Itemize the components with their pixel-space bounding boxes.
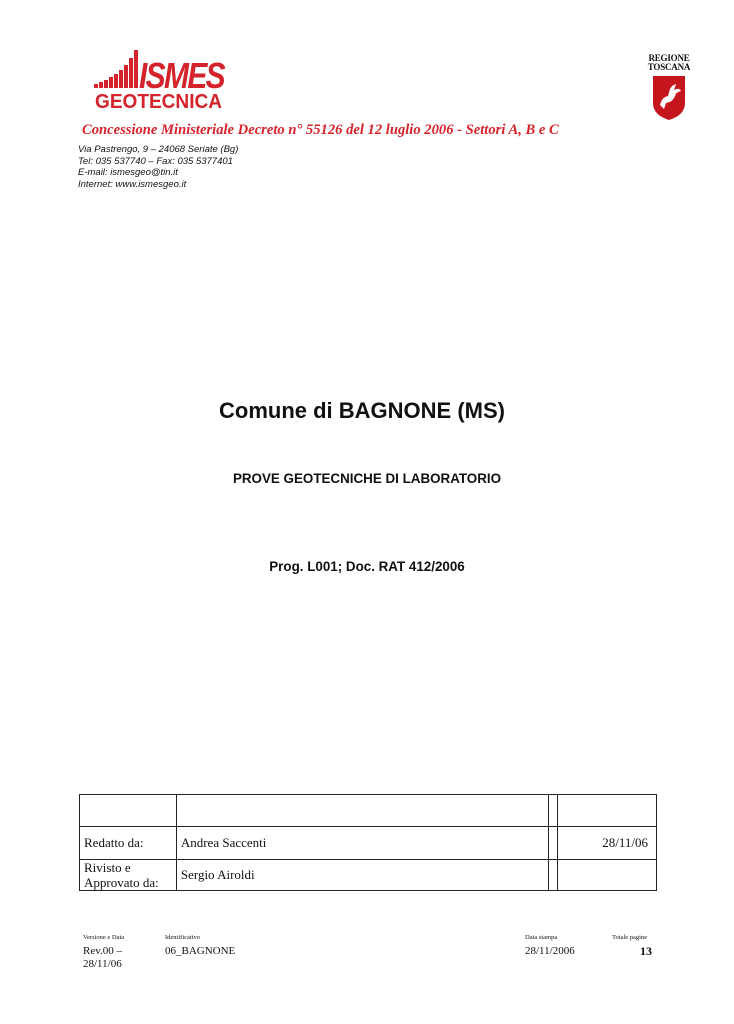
document-subtitle: PROVE GEOTECNICHE DI LABORATORIO — [232, 471, 502, 486]
approvato-label: Rivisto e Approvato da: — [80, 860, 177, 891]
table-cell — [549, 795, 558, 827]
redatto-name: Andrea Saccenti — [176, 827, 549, 860]
table-cell — [176, 795, 549, 827]
document-reference: Prog. L001; Doc. RAT 412/2006 — [269, 559, 465, 574]
footer-version-label: Versione e Data — [83, 934, 125, 941]
table-row — [80, 827, 657, 860]
revision-table — [79, 794, 657, 891]
ismes-geotecnica-logo — [94, 45, 224, 113]
contact-phone: Tel: 035 537740 – Fax: 035 5377401 — [78, 155, 233, 167]
table-cell — [549, 827, 558, 860]
footer-print-label: Data stampa — [525, 934, 558, 941]
table-cell — [549, 860, 558, 891]
contact-website: Internet: www.ismesgeo.it — [78, 178, 187, 190]
approvato-date — [558, 860, 657, 891]
concession-line: Concessione Ministeriale Decreto n° 55126 del 12 luglio 2006 - Settori A, B e C — [82, 122, 559, 138]
table-cell — [80, 795, 177, 827]
logo-wordmark: ISMES — [139, 55, 226, 96]
table-cell — [558, 795, 657, 827]
logo-subtitle: GEOTECNICA — [95, 91, 222, 113]
pegasus-shield-icon — [652, 75, 686, 121]
redatto-label: Redatto da: — [80, 827, 177, 860]
approvato-name: Sergio Airoldi — [176, 860, 549, 891]
footer-print-value: 28/11/2006 — [525, 945, 575, 957]
contact-email: E-mail: ismesgeo@tin.it — [78, 167, 178, 178]
redatto-date: 28/11/06 — [558, 827, 657, 860]
regione-toscana-logo — [644, 54, 694, 126]
table-row — [80, 860, 657, 891]
footer-id-value: 06_BAGNONE — [165, 945, 236, 957]
footer-version-value: Rev.00 – 28/11/06 — [83, 945, 123, 970]
contact-address: Via Pastrengo, 9 – 24068 Seriate (Bg) — [78, 144, 239, 155]
footer-pages-value: 13 — [640, 944, 652, 958]
region-line1: REGIONE — [648, 53, 690, 63]
page-title: Comune di BAGNONE (MS) — [219, 398, 505, 423]
footer-id-label: Identificativo — [165, 934, 201, 941]
contact-block — [78, 144, 238, 190]
table-row — [80, 795, 657, 827]
footer-pages-label: Totale pagine — [612, 934, 648, 941]
region-line2: TOSCANA — [647, 62, 691, 72]
